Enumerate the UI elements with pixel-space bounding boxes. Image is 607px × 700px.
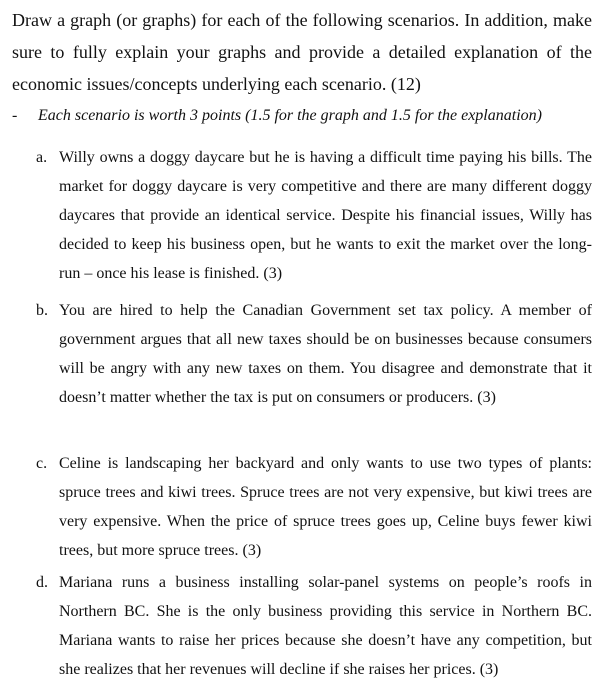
scenario-d [36,568,592,684]
scenario-text: Willy owns a doggy daycare but he is having a difficult time paying his bills. The market for doggy daycare is very competitive and there are many different doggy daycares that provide an identical service. Despite his financial issues, Willy has decided to keep his business open, but he wants to exit the market over the long-run – once his lease is finished. (3) [59,149,592,282]
scoring-note [12,104,597,128]
scenario-text: Mariana runs a business installing solar-panel systems on people’s roofs in Northern BC. She is the only business providing this service in Northern BC. Mariana wants to raise her prices because she doesn’t have any competition, but she realizes that her revenues will decline if she raises her prices. (3) [59,574,592,678]
scenario-letter: b. [36,302,48,319]
note-bullet: - [12,107,18,124]
scenario-c [36,449,592,565]
scenario-text: You are hired to help the Canadian Government set tax policy. A member of government argues that all new taxes should be on businesses because consumers will be angry with any new taxes on them. You disagree and demonstrate that it doesn’t matter whether the tax is put on consumers or producers. (3) [59,302,592,406]
note-text: Each scenario is worth 3 points (1.5 for the graph and 1.5 for the explanation) [38,107,542,124]
scenario-a [36,143,592,288]
scenario-letter: a. [36,149,48,166]
scenario-letter: c. [36,455,48,472]
scenario-b [36,296,592,412]
scenario-letter: d. [36,574,48,591]
question-intro: Draw a graph (or graphs) for each of the following scenarios. In addition, make sure to fully explain your graphs and provide a detailed explanation of the economic issues/concepts underlying each scenario. (12) [12,10,592,94]
scenario-text: Celine is landscaping her backyard and only wants to use two types of plants: spruce trees and kiwi trees. Spruce trees are not very expensive, but kiwi trees are very expensive. When the price of spruce trees goes up, Celine buys fewer kiwi trees, but more spruce trees. (3) [59,455,592,559]
